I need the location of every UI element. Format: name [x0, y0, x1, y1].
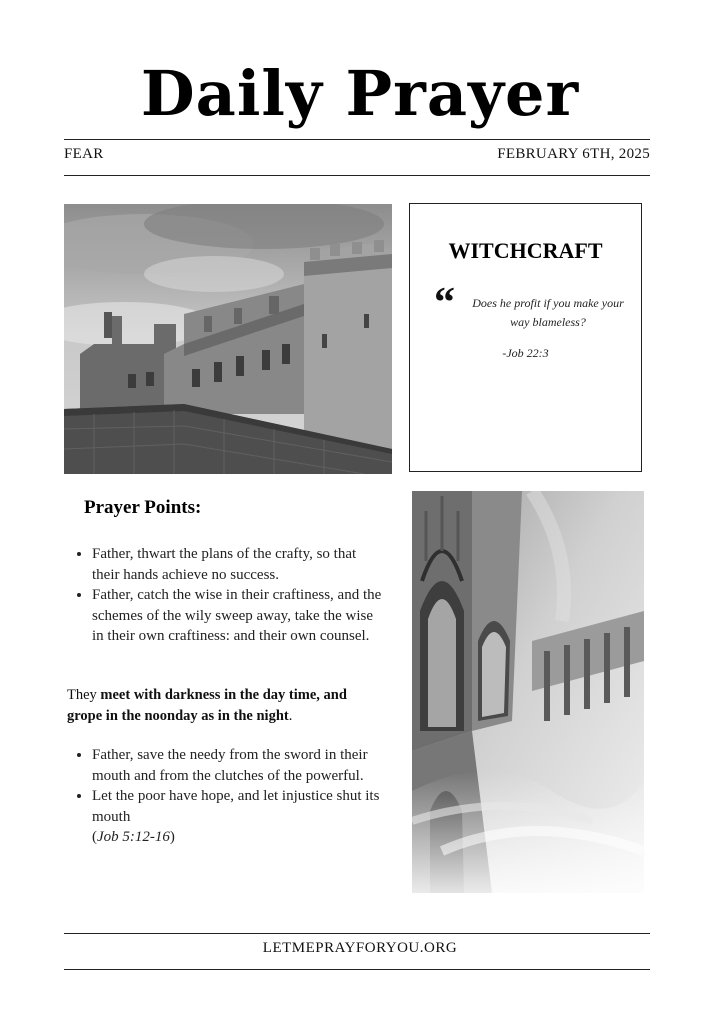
list-item: • Father, catch the wise in their craftiness, and the schemes of the wily sweep away, take the wise in their own craftiness: and their own counsel. [92, 585, 382, 647]
header-divider-top [64, 139, 650, 140]
gothic-artwork [412, 491, 644, 893]
ref-open: ( [92, 829, 97, 845]
list-item: • Father, save the needy from the sword in their mouth and from the clutches of the powerful. [92, 745, 382, 786]
topic-label: FEAR [64, 146, 104, 162]
footer-url: LETMEPRAYFORYOU.ORG [262, 940, 458, 956]
verse-bold: meet with darkness in the day time, and grope in the noonday as in the night [67, 687, 347, 724]
verse-lead: They [67, 687, 101, 703]
quote-reference: -Job 22:3 [502, 346, 549, 360]
prayer-points-list-two [70, 745, 382, 848]
footer-divider-top [64, 933, 650, 934]
verse-paragraph [67, 685, 367, 727]
date-label: FEBRUARY 6TH, 2025 [497, 146, 650, 162]
scripture-reference: Job 5:12-16 [97, 829, 170, 845]
quote-box-title: WITCHCRAFT [448, 238, 603, 263]
page-title: Daily Prayer [140, 57, 580, 130]
header-divider-bottom [64, 175, 650, 176]
verse-end: . [288, 708, 293, 724]
ref-close: ) [169, 829, 175, 845]
quote-text: Does he profit if you make your way blameless? [472, 296, 624, 329]
castle-photo [64, 204, 392, 474]
quote-box [409, 203, 642, 472]
list-item: • Father, thwart the plans of the crafty, so that their hands achieve no success. [92, 544, 382, 585]
quote-mark-icon: “ [434, 280, 455, 326]
prayer-points-heading: Prayer Points: [84, 497, 202, 518]
prayer-points-list-one [70, 544, 382, 647]
list-item-text: Let the poor have hope, and let injustice shut its mouth [92, 788, 380, 825]
footer-divider-bottom [64, 969, 650, 970]
list-item [92, 786, 382, 848]
